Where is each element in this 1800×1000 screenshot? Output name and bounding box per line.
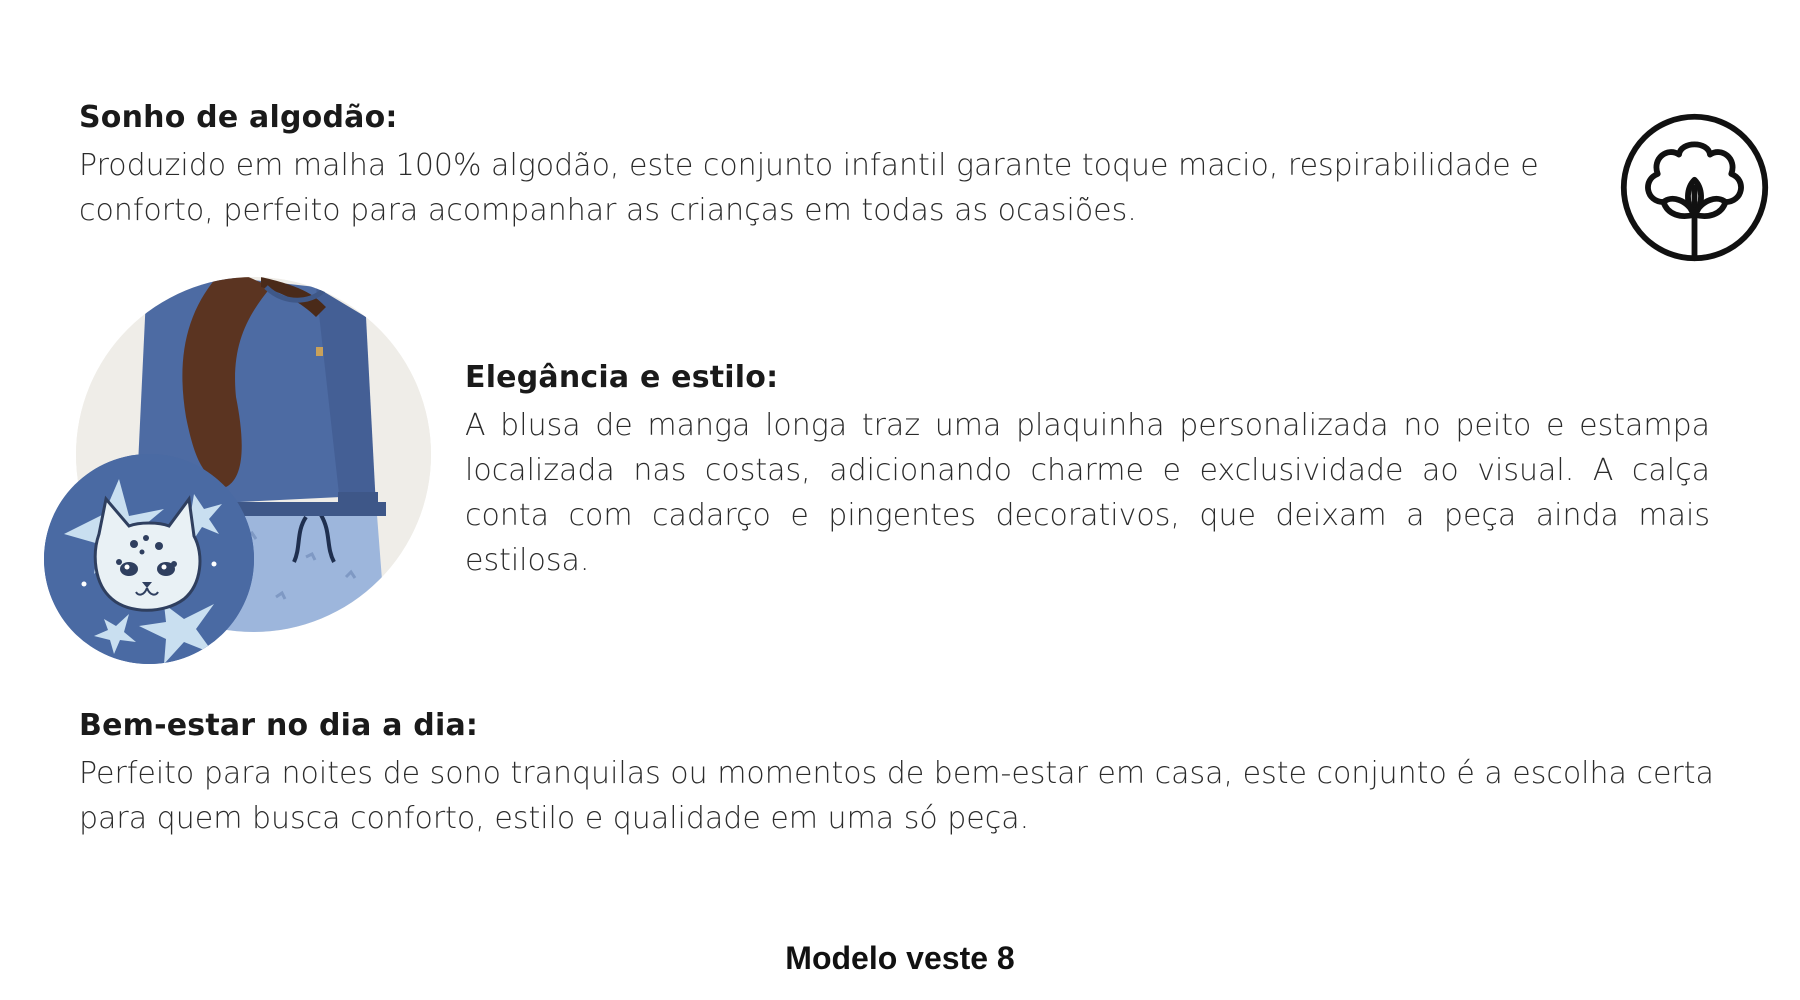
section-text-cotton: Produzido em malha 100% algodão, este conjunto infantil garante toque macio, respirabilidade e conforto, perfeito para acompanhar as crianças em todas as ocasiões. xyxy=(79,148,1539,228)
section-title-wellbeing: Bem-estar no dia a dia: xyxy=(79,708,479,743)
model-size-note: Modelo veste 8 xyxy=(785,940,1015,976)
section-text-elegance: A blusa de manga longa traz uma plaquinha personalizada no peito e estampa localizada nas costas, adicionando charme e exclusividade ao visual. A calça conta com cadarço e pingentes decorativos, que deixam a peça ainda mais estilosa. xyxy=(465,408,1710,578)
section-title-elegance: Elegância e estilo: xyxy=(465,360,779,395)
cat-print-illustration xyxy=(44,454,254,664)
cotton-flower-icon xyxy=(1617,110,1772,265)
section-text-wellbeing: Perfeito para noites de sono tranquilas ou momentos de bem-estar em casa, este conjunto é a escolha certa para quem busca conforto, estilo e qualidade em uma só peça. xyxy=(79,756,1714,836)
back-print-detail-photo xyxy=(44,454,254,664)
section-title-cotton: Sonho de algodão: xyxy=(79,100,398,135)
